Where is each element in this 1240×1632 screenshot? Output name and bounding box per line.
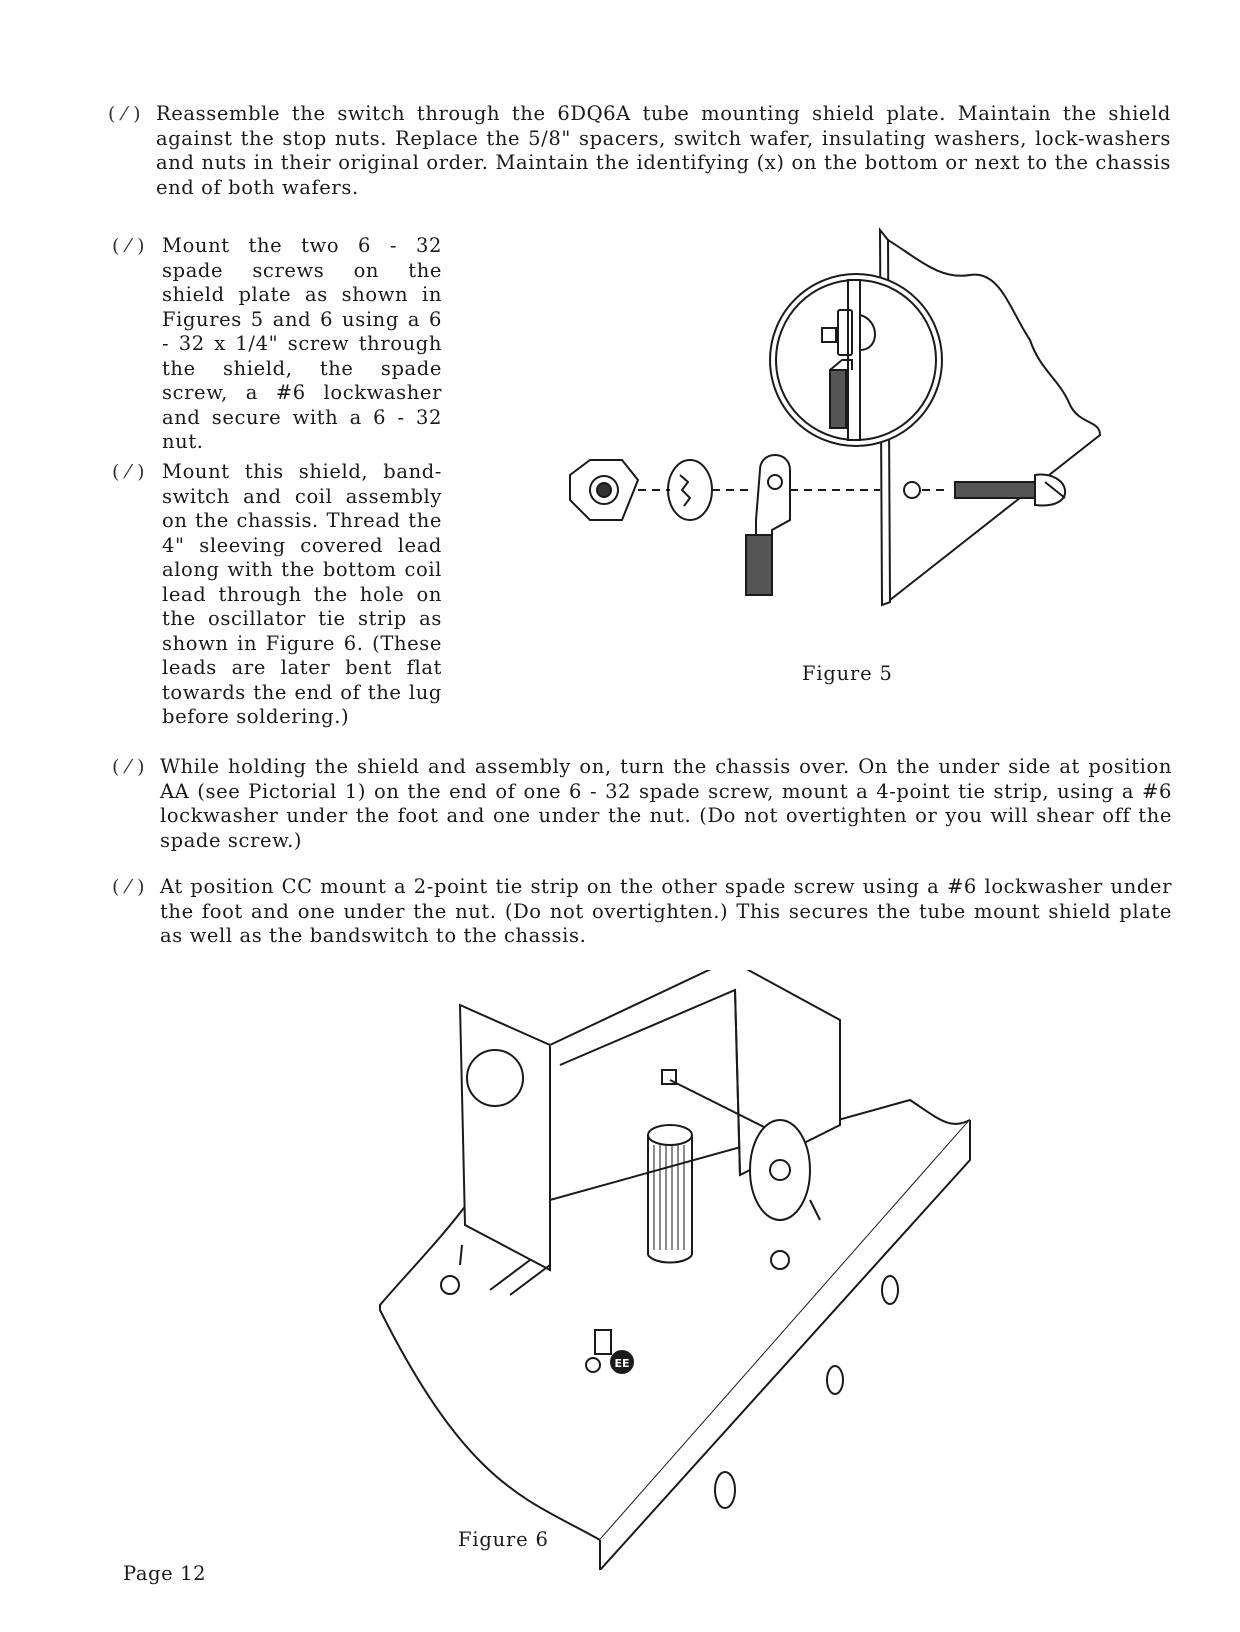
step-reassemble-switch xyxy=(108,102,1173,206)
step-mount-shield-assembly xyxy=(112,460,452,740)
checkbox-mark[interactable]: ( ⁄ ) xyxy=(112,876,146,898)
figure-6-illustration xyxy=(350,970,1000,1570)
figure-5-illustration xyxy=(560,220,1120,620)
checkbox-mark[interactable]: ( ⁄ ) xyxy=(112,235,146,257)
step-text: At position CC mount a 2-point tie strip on the other spade screw using a #6 lockwasher under the foot and one under the nut. (Do not overtighten.) This secures the tube mount shield plate as well as the bandswitch to the chassis. xyxy=(160,875,1172,947)
step-mount-2-point-tie-strip xyxy=(112,875,1177,955)
step-mount-spade-screws xyxy=(112,234,452,453)
step-text: Reassemble the switch through the 6DQ6A tube mounting shield plate. Maintain the shield against the stop nuts. Replace the 5/8" spacers, switch wafer, insulating washers, lock-washers and nuts in their original order. Maintain the identifying (x) on the bottom or next to the chassis end of both wafers. xyxy=(156,102,1171,199)
step-text: While holding the shield and assembly on, turn the chassis over. On the under side at position AA (see Pictorial 1) on the end of one 6 - 32 spade screw, mount a 4-point tie strip, using a #6 lockwasher under the foot and one under the nut. (Do not overtighten or you will shear off the spade screw.) xyxy=(160,755,1172,852)
figure-5-caption: Figure 5 xyxy=(802,662,893,685)
ee-label: EE xyxy=(614,1357,630,1370)
page-number: Page 12 xyxy=(123,1562,207,1585)
checkbox-mark[interactable]: ( ⁄ ) xyxy=(112,461,146,483)
figure-6-caption: Figure 6 xyxy=(458,1528,549,1551)
step-text: Mount the two 6 - 32 spade screws on the shield plate as shown in Figures 5 and 6 using a 6 - 32 x 1/4" screw through the shield, the spade screw, a #6 lockwasher and secure with a 6 - 32 nut. xyxy=(162,234,442,453)
step-mount-4-point-tie-strip xyxy=(112,755,1177,859)
checkbox-mark[interactable]: ( ⁄ ) xyxy=(108,103,142,125)
step-text: Mount this shield, band-switch and coil assembly on the chassis. Thread the 4" sleeving covered lead along with the bottom coil lead through the hole on the oscillator tie strip as shown in Figure 6. (These leads are later bent flat towards the end of the lug before soldering.) xyxy=(162,460,442,728)
checkbox-mark[interactable]: ( ⁄ ) xyxy=(112,756,146,778)
